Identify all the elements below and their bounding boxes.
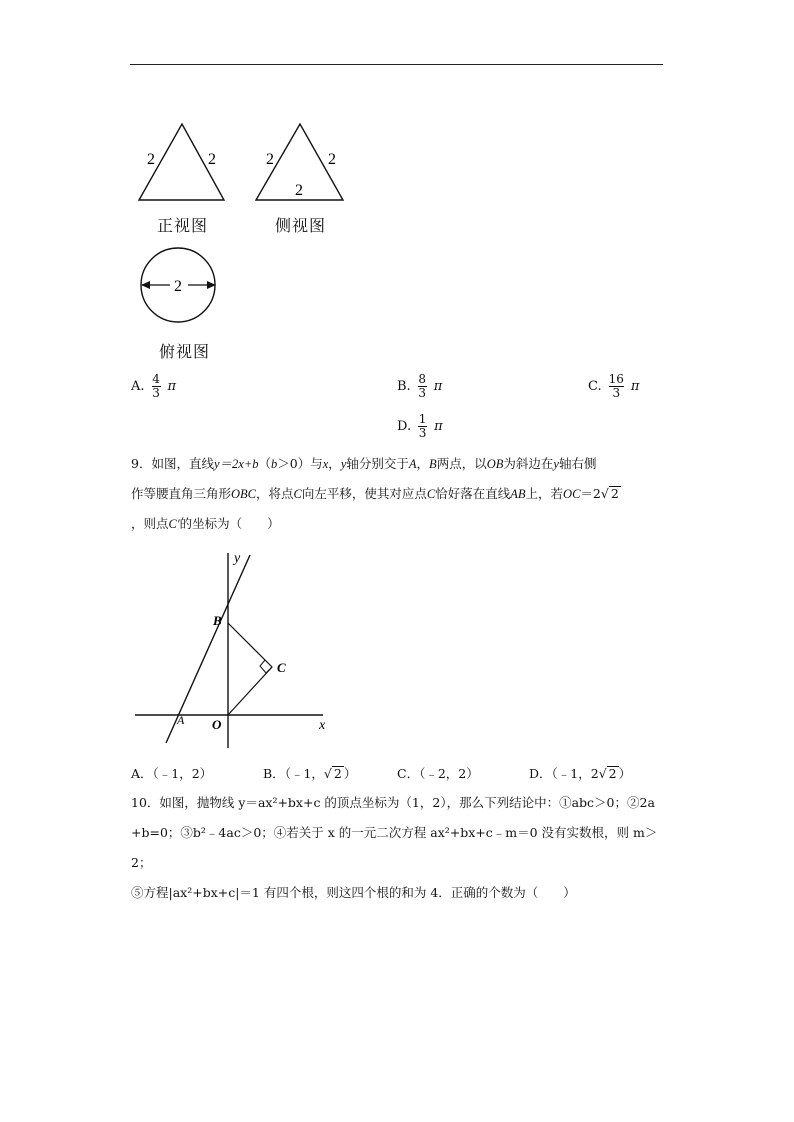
fraction <box>418 413 427 440</box>
q8-option-b[interactable] <box>397 373 442 400</box>
q9-option-a[interactable]: A．（﹣1，2） <box>131 766 213 781</box>
denominator: 3 <box>152 386 160 400</box>
denominator: 3 <box>418 386 426 400</box>
top-view-caption: 俯视图 <box>159 342 211 361</box>
sqrt-radicand: 2 <box>333 766 342 781</box>
pi-symbol: π <box>433 379 443 394</box>
option-letter: D. <box>397 419 412 434</box>
option-letter: B. <box>397 379 411 394</box>
q9-option-c[interactable]: C．（﹣2，2） <box>397 766 479 781</box>
x-axis-label: x <box>319 718 326 733</box>
q8-option-a[interactable] <box>131 373 176 400</box>
side-view-base-label: 2 <box>295 182 303 199</box>
denominator: 3 <box>612 386 621 400</box>
triangle-obc <box>228 623 272 715</box>
side-view-caption: 侧视图 <box>275 216 327 235</box>
sqrt-radicand: 2 <box>608 766 617 781</box>
q8-option-d[interactable] <box>397 413 443 440</box>
q9-line-3: ，则点C′的坐标为（ ） <box>131 516 280 531</box>
point-a-label: A <box>177 713 185 727</box>
side-view-left-label: 2 <box>266 151 274 168</box>
numerator: 16 <box>608 372 624 386</box>
numerator: 4 <box>152 372 160 386</box>
q9-line-1: 9．如图，直线y＝2x+b（b＞0）与x，y轴分别交于A，B两点，以OB为斜边在y轴右侧 <box>131 456 597 471</box>
pi-symbol: π <box>630 379 640 394</box>
fraction <box>418 373 427 400</box>
q10-line-2: +b=0；③b²﹣4ac＞0；④若关于 x 的一元二次方程 ax²+bx+c﹣m＝0 没有实数根，则 m＞2； <box>131 825 658 870</box>
question-9-text <box>131 449 666 539</box>
fraction <box>609 373 624 400</box>
right-angle-mark <box>260 660 272 673</box>
q9-line-2: 作等腰直角三角形OBC，将点C向左平移，使其对应点C恰好落在直线AB上，若OC＝2√ 2 <box>131 486 619 501</box>
point-b-label: B <box>213 613 222 628</box>
pi-symbol: π <box>167 379 177 394</box>
q9-option-b[interactable]: B．（﹣1，√ 2 ） <box>263 766 357 781</box>
front-view-left-label: 2 <box>147 151 155 168</box>
q10-line-1: 10．如图，抛物线 y＝ax²+bx+c 的顶点坐标为（1，2），那么下列结论中：①abc＞0；②2a <box>131 795 655 810</box>
side-view-right-label: 2 <box>328 151 336 168</box>
q9-option-d[interactable]: D．（﹣1，2√ 2 ） <box>529 766 632 781</box>
q8-option-c[interactable] <box>588 373 639 400</box>
top-view-diameter-label: 2 <box>174 278 182 295</box>
front-view-right-label: 2 <box>208 151 216 168</box>
denominator: 3 <box>418 426 427 440</box>
q9-coordinate-figure <box>130 545 340 750</box>
q10-line-3: ⑤方程|ax²+bx+c|＝1 有四个根，则这四个根的和为 4．正确的个数为（ ） <box>131 885 576 900</box>
sqrt-radicand: 2 <box>610 486 619 501</box>
side-view <box>256 124 343 200</box>
fraction <box>152 373 161 400</box>
question-10-text <box>131 788 666 908</box>
y-axis-label: y <box>234 551 241 566</box>
point-c-label: C <box>277 660 286 675</box>
option-letter: A. <box>131 379 145 394</box>
front-view-caption: 正视图 <box>157 216 209 235</box>
numerator: 8 <box>418 372 426 386</box>
arrowhead-left <box>141 281 150 289</box>
pi-symbol: π <box>434 419 443 434</box>
header-rule <box>130 64 663 65</box>
origin-label: O <box>212 717 222 732</box>
top-view <box>141 248 216 322</box>
numerator: 1 <box>418 412 427 426</box>
three-view-figure <box>130 112 350 372</box>
option-letter: C. <box>588 379 602 394</box>
front-view <box>139 124 224 200</box>
